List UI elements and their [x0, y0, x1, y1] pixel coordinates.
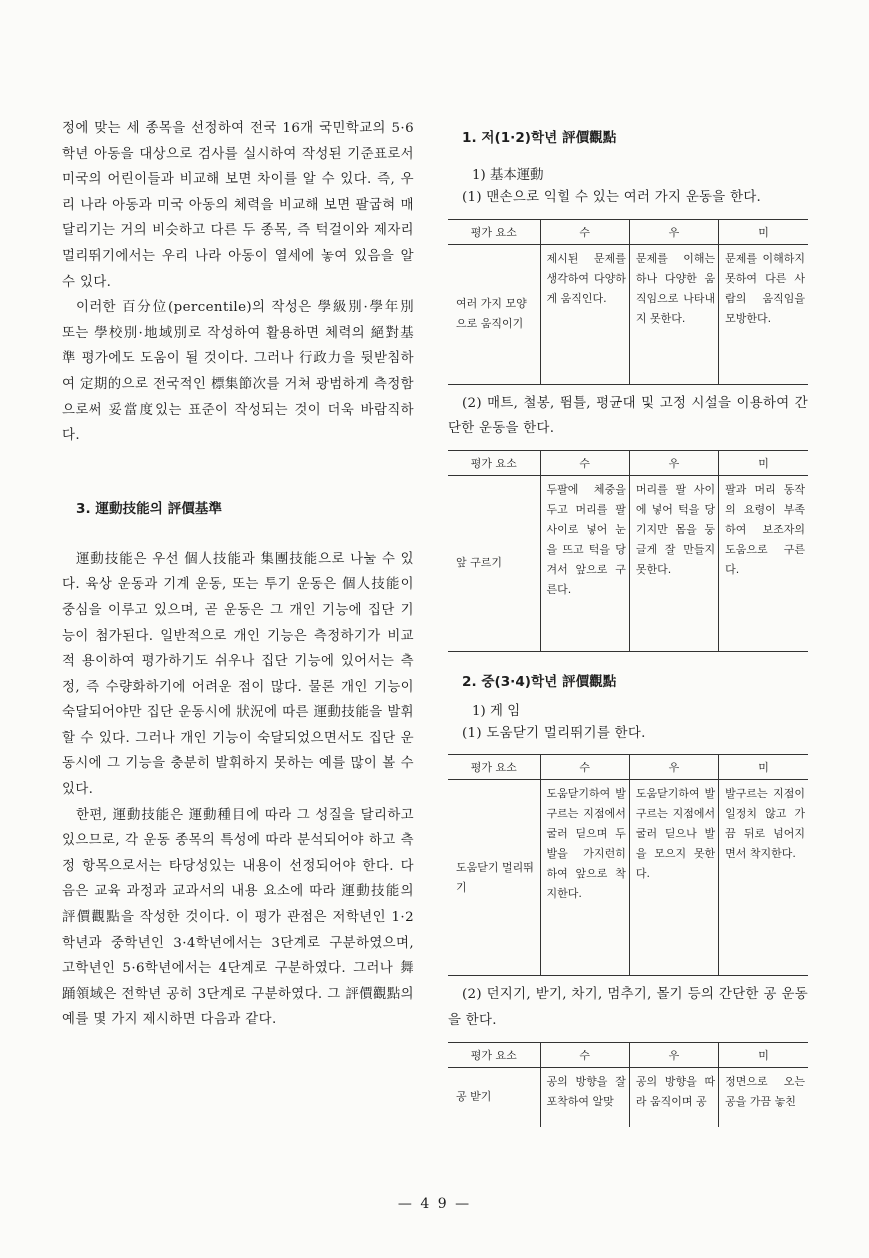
heading-lower-grades: 1. 저(1·2)학년 評價觀點: [462, 130, 617, 146]
paragraph-1: 정에 맞는 세 종목을 선정하여 전국 16개 국민학교의 5·6학년 아동을 대상으로 검사를 실시하여 작성된 기준표로서 미국의 어린이들과 비교해 보면 차이를 알 수 있다. 즉, 우리 나라 아동과 미국 아동의 체력을 비교해 보면 팔굽혀 매달리기는 거의 비슷하고 다른 두 종목, 즉 턱걸이와 제자리 멀리뛰기에서는 우리 나라 아동이 열세에 놓여 있음을 알 수 있다.: [62, 121, 414, 290]
header-su: 수: [540, 1042, 629, 1067]
header-u: 우: [629, 1042, 718, 1067]
header-mi: 미: [719, 450, 808, 475]
heading-middle-grades: 2. 중(3·4)학년 評價觀點: [462, 673, 617, 690]
item-2: (2) 매트, 철봉, 뜀틀, 평균대 및 고정 시설을 이용하여 간단한 운동을 한다.: [448, 395, 808, 437]
cell-mi: 문제를 이해하지 못하여 다른 사람의 움직임을 모방한다.: [719, 244, 808, 384]
cell-element: 도움닫기 멀리뛰기: [448, 780, 540, 976]
cell-su: 공의 방향을 잘 포착하여 알맞: [540, 1067, 629, 1127]
cell-element: 앞 구르기: [448, 475, 540, 651]
subheading-basic-exercise: 1) 基本運動: [472, 168, 544, 183]
paragraph-2: 이러한 百分位(percentile)의 작성은 學級別·學年別 또는 學校別·地域別로 작성하여 활용하면 체력의 絕對基準 평가에도 도움이 될 것이다. 그러나 行政力을 뒷받침하여 定期的으로 전국적인 標集節次를 거쳐 광범하게 측정함으로써 妥當度있는 표준이 작성되는 것이 더욱 바람직하다.: [62, 300, 414, 444]
header-element: 평가 요소: [448, 755, 540, 780]
header-mi: 미: [719, 755, 808, 780]
header-su: 수: [540, 450, 629, 475]
right-column: [448, 116, 808, 1127]
header-u: 우: [629, 450, 718, 475]
cell-mi: 발구르는 지점이 일정치 않고 가끔 뒤로 넘어지면서 착지한다.: [719, 780, 808, 976]
cell-su: 두팔에 체중을 두고 머리를 팔 사이로 넣어 눈을 뜨고 턱을 당겨서 앞으로 구른다.: [540, 475, 629, 651]
paragraph-4: 한편, 運動技能은 運動種目에 따라 그 성질을 달리하고 있으므로, 각 운동 종목의 특성에 따라 분석되어야 하고 측정 항목으로서는 타당성있는 내용이 선정되어야 한다. 다음은 교육 과정과 교과서의 내용 요소에 따라 運動技能의 評價觀點을 작성한 것이다. 이 평가 관점은 저학년인 1·2학년과 중학년인 3·4학년에서는 3단계로 구분하였으며, 고학년인 5·6학년에서는 4단계로 구분하였다. 그러나 舞踊領域은 전학년 공히 3단계로 구분하였다. 그 評價觀點의 예를 몇 가지 제시하면 다음과 같다.: [62, 807, 414, 1028]
left-column: [62, 116, 414, 1033]
header-su: 수: [540, 755, 629, 780]
header-u: 우: [629, 755, 718, 780]
item-4: (2) 던지기, 받기, 차기, 멈추기, 몰기 등의 간단한 공 운동을 한다.: [448, 987, 808, 1028]
item-1: (1) 맨손으로 익힐 수 있는 여러 가지 운동을 한다.: [462, 190, 762, 205]
cell-element: 여러 가지 모양으로 움직이기: [448, 244, 540, 384]
header-su: 수: [540, 219, 629, 244]
evaluation-table-2: [448, 450, 808, 652]
header-mi: 미: [719, 219, 808, 244]
cell-u: 공의 방향을 따라 움직이며 공: [629, 1067, 718, 1127]
cell-element: 공 받기: [456, 1090, 492, 1104]
cell-mi: 팔과 머리 동작의 요령이 부족하여 보조자의 도움으로 구른다.: [719, 475, 808, 651]
cell-su: 제시된 문제를 생각하여 다양하게 움직인다.: [540, 244, 629, 384]
header-element: 평가 요소: [448, 219, 540, 244]
cell-u: 머리를 팔 사이에 넣어 턱을 당기지만 몸을 둥글게 잘 만들지 못한다.: [629, 475, 718, 651]
evaluation-table-4: [448, 1042, 808, 1128]
header-u: 우: [629, 219, 718, 244]
header-mi: 미: [719, 1042, 808, 1067]
page-number: — 4 9 —: [397, 1196, 472, 1212]
header-element: 평가 요소: [448, 450, 540, 475]
cell-u: 도움닫기하여 발 구르는 지점에서 굴러 딛으나 발을 모으지 못한다.: [629, 780, 718, 976]
cell-mi: 정면으로 오는 공을 가끔 놓친: [719, 1067, 808, 1127]
evaluation-table-1: [448, 219, 808, 385]
evaluation-table-3: [448, 754, 808, 976]
cell-su: 도움닫기하여 발 구르는 지점에서 굴러 딛으며 두발을 가지런히 하여 앞으로 착지한다.: [540, 780, 629, 976]
section-3-title: 3. 運動技能의 評價基準: [76, 500, 222, 517]
header-element: 평가 요소: [448, 1042, 540, 1067]
item-3: (1) 도움닫기 멀리뛰기를 한다.: [462, 725, 646, 741]
paragraph-3: 運動技能은 우선 個人技能과 集團技能으로 나눌 수 있다. 육상 운동과 기계 운동, 또는 투기 운동은 個人技能이 중심을 이루고 있으며, 곧 운동은 그 개인 기능에 집단 기능이 첨가된다. 일반적으로 개인 기능은 측정하기가 비교적 용이하여 평가하기도 쉬우나 집단 기능에 있어서는 측정, 즉 수량화하기에 어려운 점이 많다. 물론 개인 기능이 숙달되어야만 집단 운동시에 狀況에 따른 運動技能을 발휘할 수 있다. 그러나 개인 기능이 숙달되었으면서도 집단 운동시에 그 기능을 충분히 발휘하지 못하는 예를 많이 볼 수 있다.: [62, 551, 414, 798]
cell-u: 문제를 이해는 하나 다양한 움직임으로 나타내지 못한다.: [629, 244, 718, 384]
subheading-game: 1) 게 임: [472, 703, 521, 719]
